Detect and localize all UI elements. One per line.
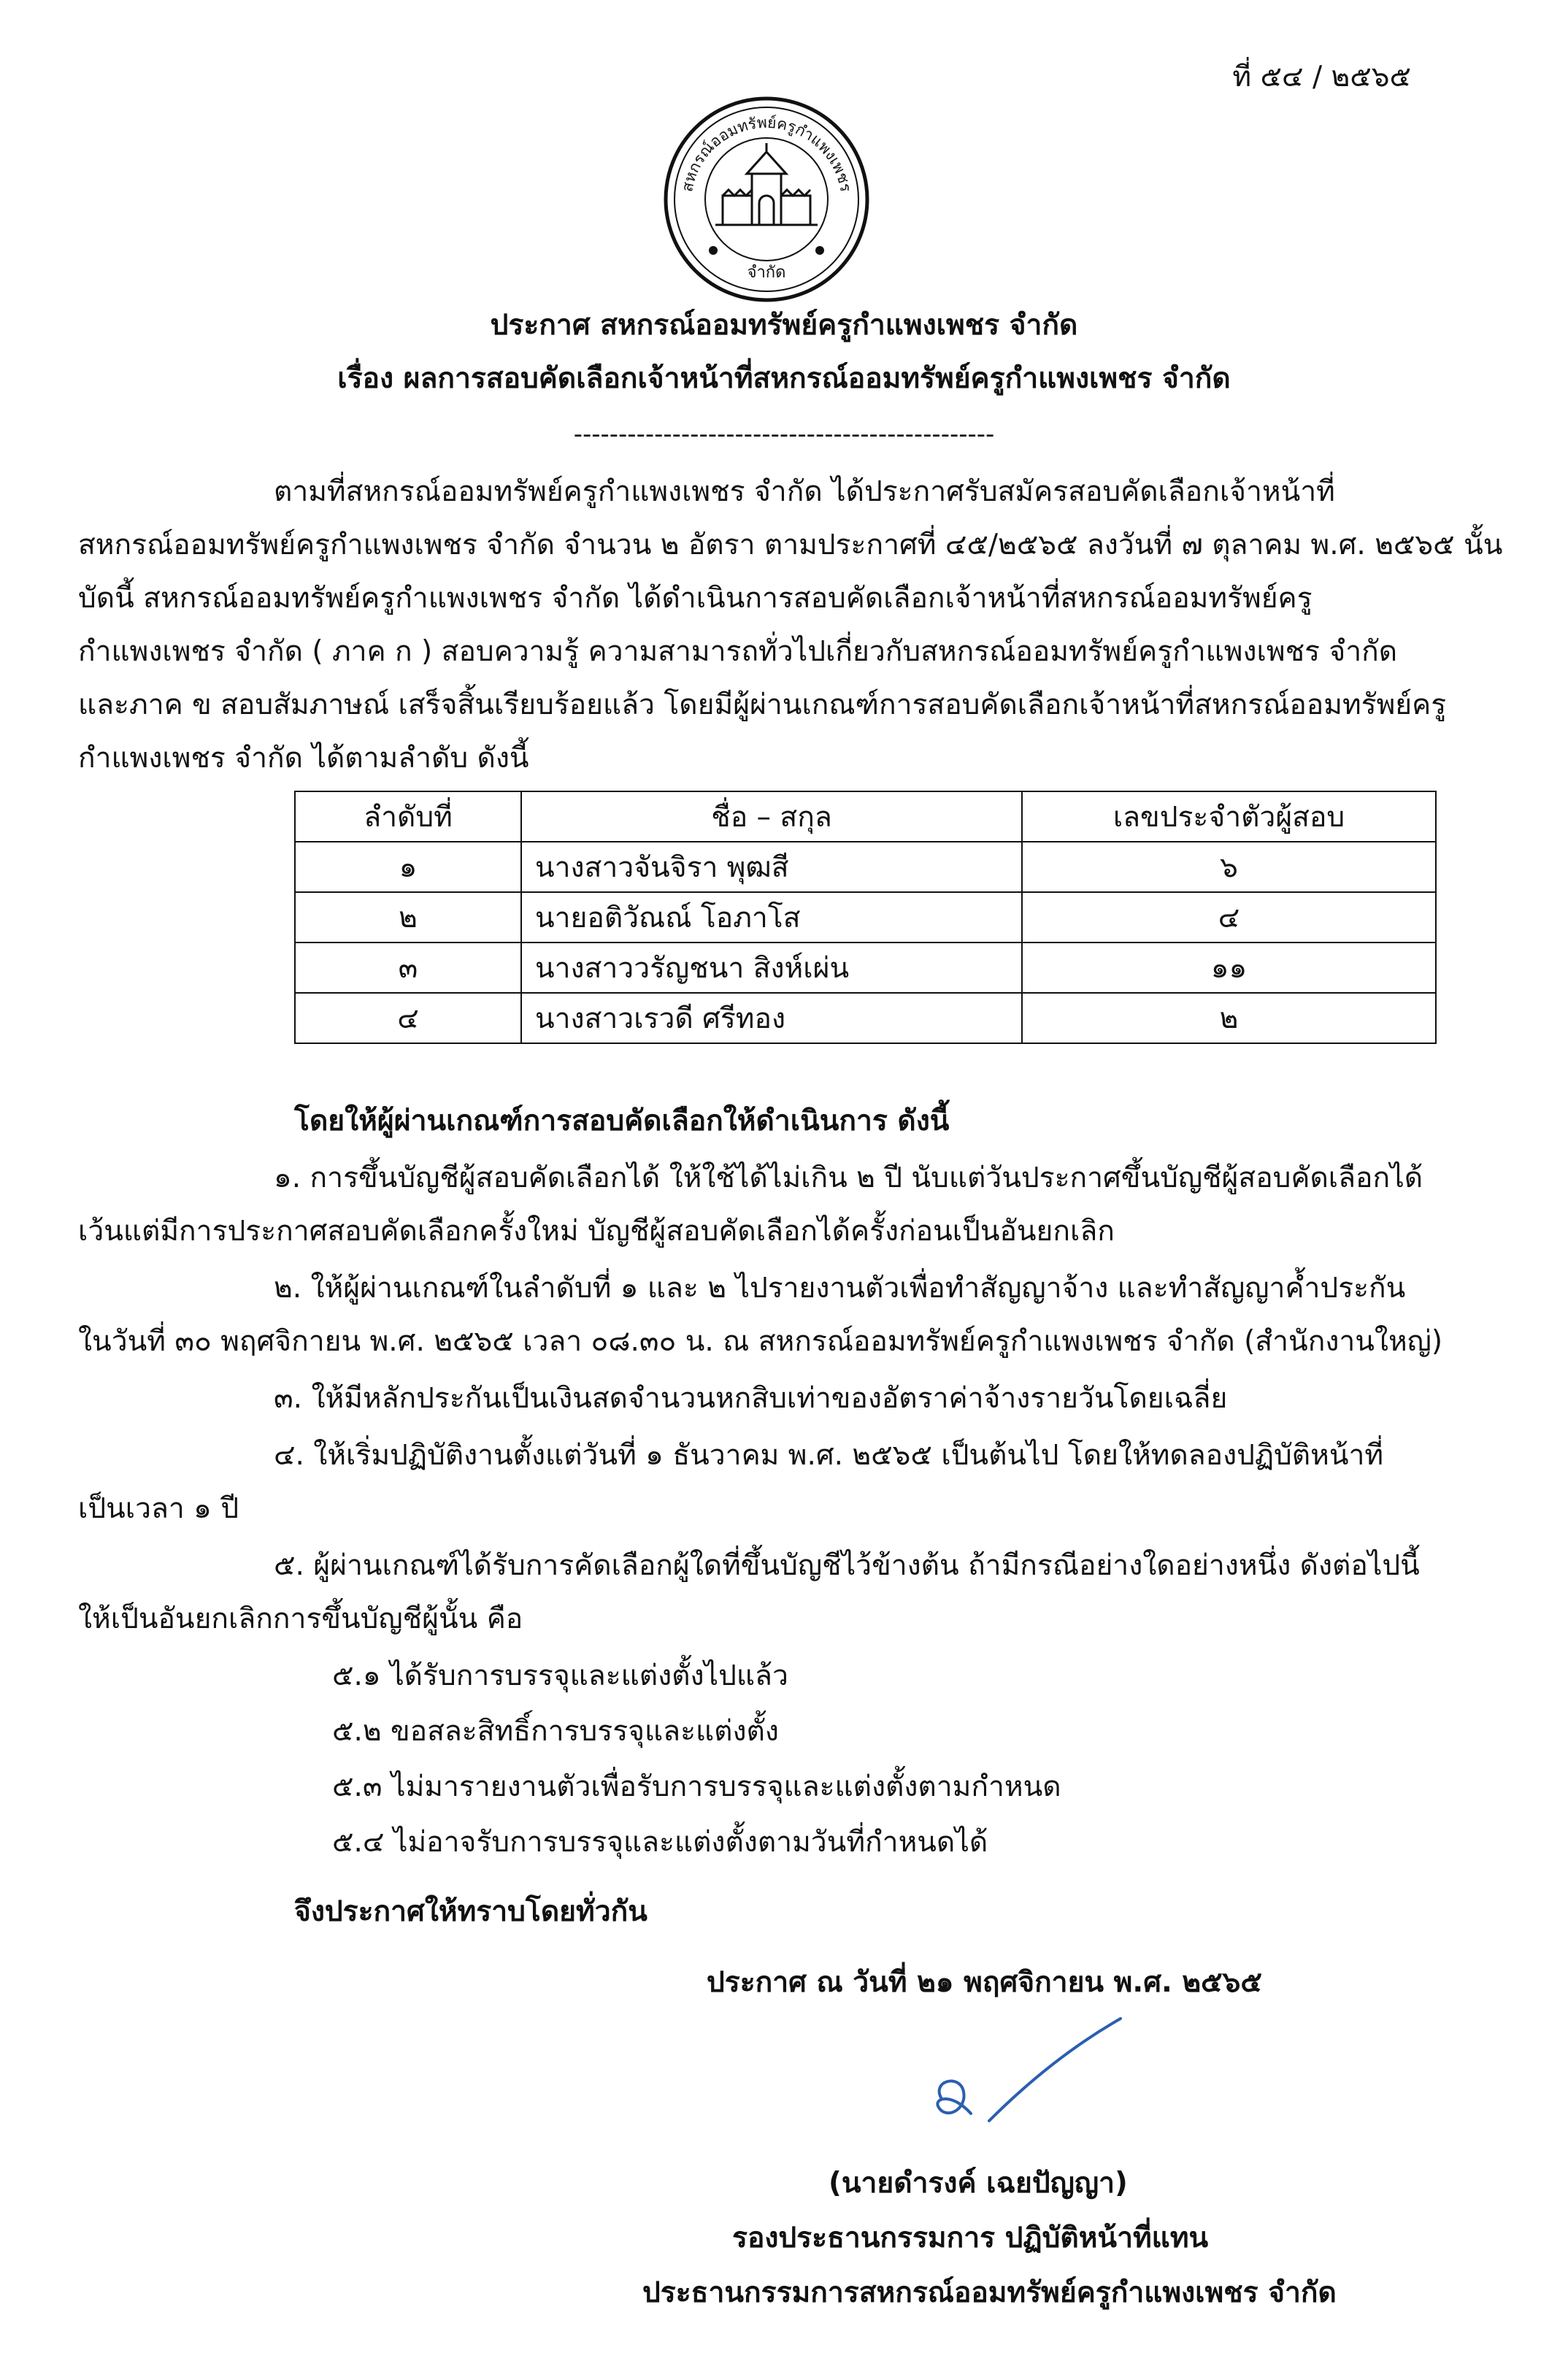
table-row bbox=[295, 993, 1436, 1043]
gate-tower-icon bbox=[715, 143, 818, 225]
cell-rank: ๑ bbox=[295, 842, 521, 892]
table-row bbox=[295, 892, 1436, 943]
cell-name: นางสาวจันจิรา พุฒสี bbox=[521, 842, 1022, 892]
item-4-line-2: เป็นเวลา ๑ ปี bbox=[78, 1492, 239, 1525]
signer-title-2: ประธานกรรมการสหกรณ์ออมทรัพย์ครูกำแพงเพชร จำกัด bbox=[642, 2276, 1337, 2309]
announcement-subject: เรื่อง ผลการสอบคัดเลือกเจ้าหน้าที่สหกรณ์ออมทรัพย์ครูกำแพงเพชร จำกัด bbox=[337, 362, 1231, 395]
cell-name: นางสาววรัญชนา สิงห์เผ่น bbox=[521, 943, 1022, 993]
seal-text-top: สหกรณ์ออมทรัพย์ครูกำแพงเพชร bbox=[678, 113, 855, 193]
item-5-line-1: ๕. ผู้ผ่านเกณฑ์ได้รับการคัดเลือกผู้ใดที่ขึ้นบัญชีไว้ข้างต้น ถ้ามีกรณีอย่างใดอย่างหนึ่ง ดังต่อไปนี้ bbox=[274, 1549, 1420, 1582]
header-rank: ลำดับที่ bbox=[295, 791, 521, 842]
item-3: ๓. ให้มีหลักประกันเป็นเงินสดจำนวนหกสิบเท่าของอัตราค่าจ้างรายวันโดยเฉลี่ย bbox=[274, 1382, 1228, 1415]
cell-exam-id: ๔ bbox=[1022, 892, 1436, 943]
table-row bbox=[295, 943, 1436, 993]
intro-line-2: สหกรณ์ออมทรัพย์ครูกำแพงเพชร จำกัด จำนวน ๒ อัตรา ตามประกาศที่ ๔๕/๒๕๖๕ ลงวันที่ ๗ ตุลาคม พ.ศ. ๒๕๖๕ นั้น bbox=[78, 529, 1503, 561]
cell-rank: ๔ bbox=[295, 993, 521, 1043]
signer-title-1: รองประธานกรรมการ ปฏิบัติหน้าที่แทน bbox=[732, 2222, 1209, 2254]
sub-item-5-2: ๕.๒ ขอสละสิทธิ์การบรรจุและแต่งตั้ง bbox=[332, 1715, 779, 1748]
sub-item-5-1: ๕.๑ ได้รับการบรรจุและแต่งตั้งไปแล้ว bbox=[332, 1659, 788, 1692]
intro-line-1: ตามที่สหกรณ์ออมทรัพย์ครูกำแพงเพชร จำกัด ได้ประกาศรับสมัครสอบคัดเลือกเจ้าหน้าที่ bbox=[274, 475, 1335, 508]
results-table bbox=[294, 791, 1437, 1044]
announcement-title: ประกาศ สหกรณ์ออมทรัพย์ครูกำแพงเพชร จำกัด bbox=[490, 309, 1078, 342]
intro-line-4: กำแพงเพชร จำกัด ( ภาค ก ) สอบความรู้ ความสามารถทั่วไปเกี่ยวกับสหกรณ์ออมทรัพย์ครูกำแพงเพชร จำกัด bbox=[78, 635, 1398, 668]
header-name: ชื่อ – สกุล bbox=[521, 791, 1022, 842]
document-number: ที่ ๕๔ / ๒๕๖๕ bbox=[1232, 61, 1411, 93]
cell-name: นายอติวัณณ์ โอภาโส bbox=[521, 892, 1022, 943]
cooperative-seal-logo bbox=[661, 93, 872, 305]
signer-name: (นายดำรงค์ เฉยปัญญา) bbox=[829, 2167, 1128, 2200]
closing-announcement: จึงประกาศให้ทราบโดยทั่วกัน bbox=[294, 1895, 647, 1928]
cell-rank: ๓ bbox=[295, 943, 521, 993]
table-row bbox=[295, 842, 1436, 892]
item-1-line-1: ๑. การขึ้นบัญชีผู้สอบคัดเลือกได้ ให้ใช้ได้ไม่เกิน ๒ ปี นับแต่วันประกาศขึ้นบัญชีผู้สอบคัดเลือกได้ bbox=[274, 1162, 1423, 1194]
intro-line-5: และภาค ข สอบสัมภาษณ์ เสร็จสิ้นเรียบร้อยแล้ว โดยมีผู้ผ่านเกณฑ์การสอบคัดเลือกเจ้าหน้าที่สหกรณ์ออมทรัพย์ครู bbox=[78, 688, 1447, 721]
cell-rank: ๒ bbox=[295, 892, 521, 943]
item-2-line-1: ๒. ให้ผู้ผ่านเกณฑ์ในลำดับที่ ๑ และ ๒ ไปรายงานตัวเพื่อทำสัญญาจ้าง และทำสัญญาค้ำประกัน bbox=[274, 1272, 1406, 1305]
intro-line-3: บัดนี้ สหกรณ์ออมทรัพย์ครูกำแพงเพชร จำกัด ได้ดำเนินการสอบคัดเลือกเจ้าหน้าที่สหกรณ์ออมทรัพย์ครู bbox=[78, 582, 1313, 615]
sub-item-5-4: ๕.๔ ไม่อาจรับการบรรจุและแต่งตั้งตามวันที่กำหนดได้ bbox=[332, 1826, 988, 1859]
item-4-line-1: ๔. ให้เริ่มปฏิบัติงานตั้งแต่วันที่ ๑ ธันวาคม พ.ศ. ๒๕๖๕ เป็นต้นไป โดยให้ทดลองปฏิบัติหน้าที่ bbox=[274, 1439, 1384, 1472]
cell-exam-id: ๒ bbox=[1022, 993, 1436, 1043]
item-5-line-2: ให้เป็นอันยกเลิกการขึ้นบัญชีผู้นั้น คือ bbox=[78, 1602, 523, 1635]
flower-ornament-icon bbox=[709, 246, 824, 255]
item-2-line-2: ในวันที่ ๓๐ พฤศจิกายน พ.ศ. ๒๕๖๕ เวลา ๐๘.๓๐ น. ณ สหกรณ์ออมทรัพย์ครูกำแพงเพชร จำกัด (สำนักงานใหญ่) bbox=[78, 1325, 1443, 1358]
seal-text-bottom: จำกัด bbox=[747, 264, 786, 282]
item-1-line-2: เว้นแต่มีการประกาศสอบคัดเลือกครั้งใหม่ บัญชีผู้สอบคัดเลือกได้ครั้งก่อนเป็นอันยกเลิก bbox=[78, 1215, 1115, 1248]
instructions-heading: โดยให้ผู้ผ่านเกณฑ์การสอบคัดเลือกให้ดำเนินการ ดังนี้ bbox=[294, 1105, 950, 1137]
sub-item-5-3: ๕.๓ ไม่มารายงานตัวเพื่อรับการบรรจุและแต่งตั้งตามกำหนด bbox=[332, 1770, 1061, 1803]
intro-line-6: กำแพงเพชร จำกัด ได้ตามลำดับ ดังนี้ bbox=[78, 742, 529, 775]
header-exam-id: เลขประจำตัวผู้สอบ bbox=[1022, 791, 1436, 842]
announcement-date: ประกาศ ณ วันที่ ๒๑ พฤศจิกายน พ.ศ. ๒๕๖๕ bbox=[707, 1966, 1262, 1999]
title-divider: ----------------------------------------------- bbox=[573, 420, 995, 449]
handwritten-signature bbox=[902, 2011, 1164, 2150]
cell-exam-id: ๑๑ bbox=[1022, 943, 1436, 993]
cell-exam-id: ๖ bbox=[1022, 842, 1436, 892]
table-header-row bbox=[295, 791, 1436, 842]
cell-name: นางสาวเรวดี ศรีทอง bbox=[521, 993, 1022, 1043]
